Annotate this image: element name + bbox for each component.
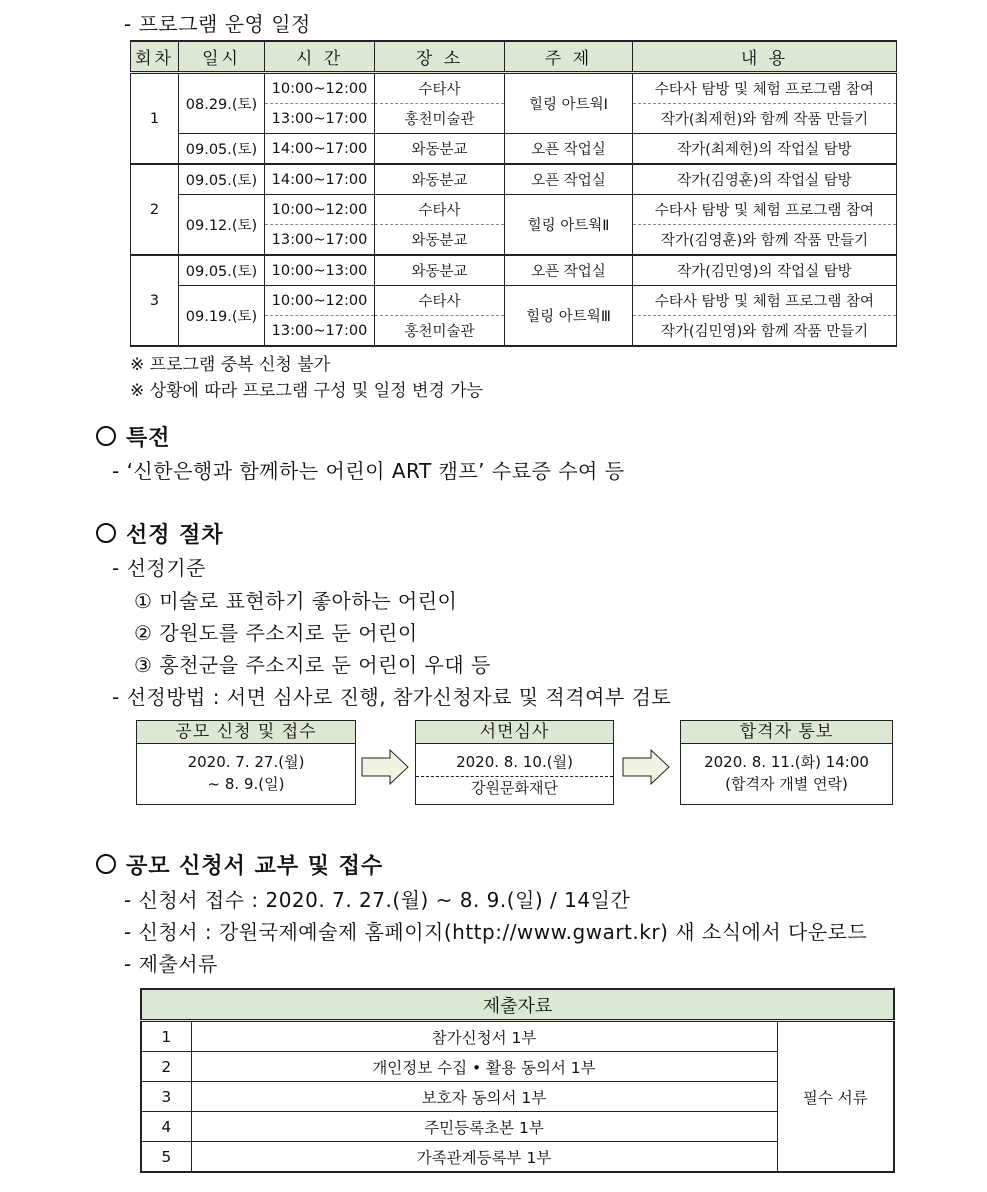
doc-no: 4 bbox=[141, 1112, 191, 1142]
flow-step-title: 서면심사 bbox=[416, 721, 613, 744]
doc-name: 개인정보 수집 • 활용 동의서 1부 bbox=[191, 1052, 777, 1082]
time-cell: 13:00~17:00 bbox=[265, 104, 375, 134]
doc-name: 보호자 동의서 1부 bbox=[191, 1082, 777, 1112]
time-cell: 10:00~12:00 bbox=[265, 286, 375, 316]
time-cell: 13:00~17:00 bbox=[265, 225, 375, 256]
selection-method: - 선정방법 : 서면 심사로 진행, 참가신청자료 및 적격여부 검토 bbox=[112, 685, 672, 709]
content-cell: 작가(최제헌)와 함께 작품 만들기 bbox=[633, 104, 897, 134]
date-cell: 09.05.(토) bbox=[179, 134, 265, 165]
schedule-heading: - 프로그램 운영 일정 bbox=[124, 12, 311, 36]
flow-step-line2: ~ 8. 9.(일) bbox=[207, 775, 285, 793]
time-cell: 10:00~12:00 bbox=[265, 195, 375, 225]
table-row bbox=[131, 73, 897, 104]
criteria-item: ② 강원도를 주소지로 둔 어린이 bbox=[134, 621, 418, 645]
schedule-table bbox=[130, 40, 897, 347]
selection-heading bbox=[96, 518, 224, 549]
circle-bullet-icon bbox=[96, 523, 116, 543]
flow-step-line2: (합격자 개별 연락) bbox=[725, 775, 848, 793]
criteria-item: ③ 홍천군을 주소지로 둔 어린이 우대 등 bbox=[134, 653, 491, 677]
flow-step-line1: 2020. 8. 11.(화) 14:00 bbox=[704, 753, 869, 771]
documents-table bbox=[140, 988, 895, 1173]
flow-step-title: 공모 신청 및 접수 bbox=[137, 721, 355, 744]
content-cell: 수타사 탐방 및 체험 프로그램 참여 bbox=[633, 286, 897, 316]
theme-cell: 오픈 작업실 bbox=[505, 255, 633, 286]
flow-step-line1: 2020. 7. 27.(월) bbox=[187, 753, 305, 771]
time-cell: 10:00~12:00 bbox=[265, 73, 375, 104]
place-cell: 수타사 bbox=[375, 73, 505, 104]
content-cell: 수타사 탐방 및 체험 프로그램 참여 bbox=[633, 195, 897, 225]
flow-step-line2: 강원문화재단 bbox=[471, 779, 558, 797]
theme-cell: 오픈 작업실 bbox=[505, 134, 633, 165]
time-cell: 13:00~17:00 bbox=[265, 316, 375, 347]
arrow-right-icon bbox=[360, 748, 410, 786]
date-cell: 09.05.(토) bbox=[179, 255, 265, 286]
doc-name: 참가신청서 1부 bbox=[191, 1021, 777, 1052]
benefit-title: 특전 bbox=[126, 426, 171, 451]
round-cell: 1 bbox=[131, 73, 179, 165]
round-cell: 2 bbox=[131, 164, 179, 255]
criteria-label: - 선정기준 bbox=[112, 556, 206, 580]
col-header: 주 제 bbox=[505, 41, 633, 73]
circle-bullet-icon bbox=[96, 426, 116, 446]
theme-cell: 오픈 작업실 bbox=[505, 164, 633, 195]
date-cell: 09.12.(토) bbox=[179, 195, 265, 256]
documents-header: 제출자료 bbox=[141, 989, 894, 1021]
doc-no: 5 bbox=[141, 1142, 191, 1173]
col-header: 회차 bbox=[131, 41, 179, 73]
table-row bbox=[131, 164, 897, 195]
table-row bbox=[141, 1021, 894, 1052]
schedule-header-row bbox=[131, 41, 897, 73]
content-cell: 수타사 탐방 및 체험 프로그램 참여 bbox=[633, 73, 897, 104]
application-item: - 신청서 : 강원국제예술제 홈페이지(http://www.gwart.kr) 새 소식에서 다운로드 bbox=[124, 920, 868, 944]
theme-cell: 힐링 아트웍Ⅱ bbox=[505, 195, 633, 256]
place-cell: 수타사 bbox=[375, 286, 505, 316]
flow-step-notify bbox=[680, 720, 893, 805]
content-cell: 작가(최제헌)의 작업실 탐방 bbox=[633, 134, 897, 165]
doc-no: 3 bbox=[141, 1082, 191, 1112]
flow-step-review bbox=[415, 720, 614, 805]
flow-step-title: 합격자 통보 bbox=[681, 721, 892, 744]
content-cell: 작가(김민영)와 함께 작품 만들기 bbox=[633, 316, 897, 347]
selection-title: 선정 절차 bbox=[126, 523, 224, 548]
theme-cell: 힐링 아트웍Ⅰ bbox=[505, 73, 633, 134]
table-row bbox=[131, 134, 897, 165]
flow-step-apply bbox=[136, 720, 356, 805]
place-cell: 와동분교 bbox=[375, 225, 505, 256]
place-cell: 와동분교 bbox=[375, 255, 505, 286]
content-cell: 작가(김영훈)와 함께 작품 만들기 bbox=[633, 225, 897, 256]
col-header: 장 소 bbox=[375, 41, 505, 73]
col-header: 시 간 bbox=[265, 41, 375, 73]
col-header: 일시 bbox=[179, 41, 265, 73]
time-cell: 14:00~17:00 bbox=[265, 164, 375, 195]
place-cell: 와동분교 bbox=[375, 164, 505, 195]
benefit-heading bbox=[96, 421, 171, 452]
time-cell: 10:00~13:00 bbox=[265, 255, 375, 286]
table-row bbox=[131, 195, 897, 225]
date-cell: 09.19.(토) bbox=[179, 286, 265, 347]
col-header: 내 용 bbox=[633, 41, 897, 73]
doc-note: 필수 서류 bbox=[777, 1021, 894, 1173]
application-heading bbox=[96, 849, 383, 880]
theme-cell: 힐링 아트웍Ⅲ bbox=[505, 286, 633, 347]
arrow-right-icon bbox=[621, 748, 671, 786]
place-cell: 홍천미술관 bbox=[375, 316, 505, 347]
criteria-item: ① 미술로 표현하기 좋아하는 어린이 bbox=[134, 589, 458, 613]
application-item: - 신청서 접수 : 2020. 7. 27.(월) ~ 8. 9.(일) / 14일간 bbox=[124, 888, 631, 912]
time-cell: 14:00~17:00 bbox=[265, 134, 375, 165]
flow-step-line1: 2020. 8. 10.(월) bbox=[416, 751, 613, 777]
doc-name: 주민등록초본 1부 bbox=[191, 1112, 777, 1142]
content-cell: 작가(김민영)의 작업실 탐방 bbox=[633, 255, 897, 286]
table-row bbox=[131, 255, 897, 286]
documents-header-row bbox=[141, 989, 894, 1021]
place-cell: 수타사 bbox=[375, 195, 505, 225]
doc-no: 2 bbox=[141, 1052, 191, 1082]
doc-name: 가족관계등록부 1부 bbox=[191, 1142, 777, 1173]
application-item: - 제출서류 bbox=[124, 952, 218, 976]
schedule-note: ※ 프로그램 중복 신청 불가 bbox=[130, 355, 331, 375]
date-cell: 08.29.(토) bbox=[179, 73, 265, 134]
benefit-item: - ‘신한은행과 함께하는 어린이 ART 캠프’ 수료증 수여 등 bbox=[112, 459, 625, 483]
place-cell: 홍천미술관 bbox=[375, 104, 505, 134]
doc-no: 1 bbox=[141, 1021, 191, 1052]
circle-bullet-icon bbox=[96, 854, 116, 874]
date-cell: 09.05.(토) bbox=[179, 164, 265, 195]
place-cell: 와동분교 bbox=[375, 134, 505, 165]
content-cell: 작가(김영훈)의 작업실 탐방 bbox=[633, 164, 897, 195]
round-cell: 3 bbox=[131, 255, 179, 346]
table-row bbox=[131, 286, 897, 316]
schedule-note: ※ 상황에 따라 프로그램 구성 및 일정 변경 가능 bbox=[130, 381, 484, 401]
application-title: 공모 신청서 교부 및 접수 bbox=[126, 854, 384, 879]
